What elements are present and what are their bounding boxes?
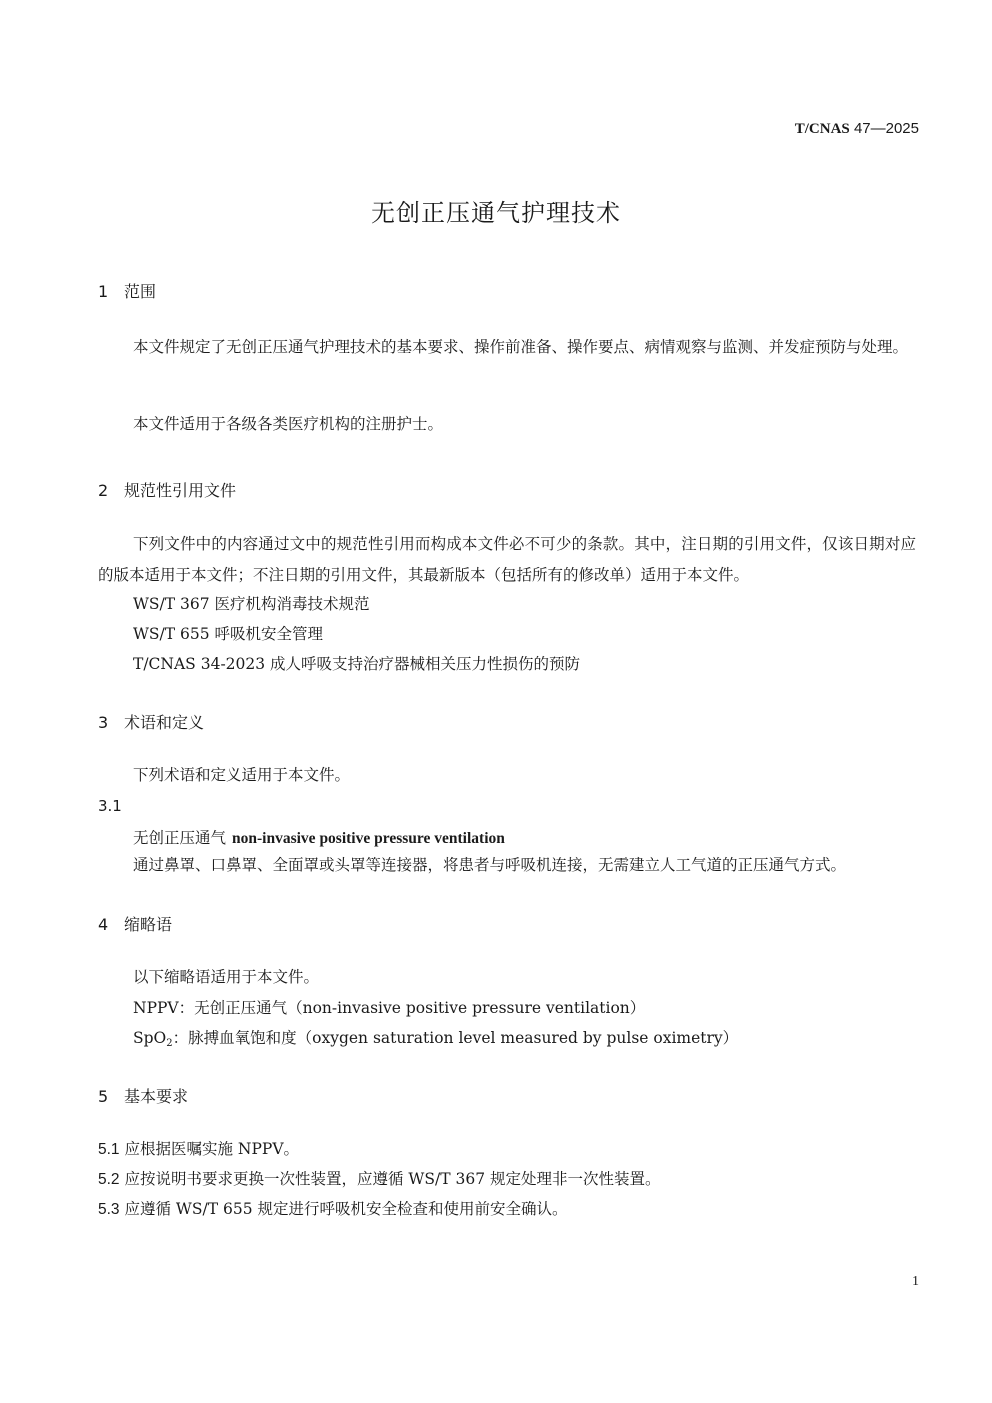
section-number: 5 xyxy=(98,1087,109,1106)
scope-applicability: 本文件适用于各级各类医疗机构的注册护士。 xyxy=(133,415,444,433)
requirement-item xyxy=(98,1164,660,1195)
section-title: 规范性引用文件 xyxy=(124,481,237,500)
section-title: 缩略语 xyxy=(124,915,173,934)
document-title: 无创正压通气护理技术 xyxy=(371,199,621,227)
item-text: 应按说明书要求更换一次性装置，应遵循 WS/T 367 规定处理非一次性装置。 xyxy=(124,1170,661,1188)
section-4-heading xyxy=(98,912,172,935)
reference-item: T/CNAS 34-2023 成人呼吸支持治疗器械相关压力性损伤的预防 xyxy=(133,655,581,673)
abbr-spo: SpO xyxy=(133,1029,167,1047)
section-2-heading xyxy=(98,478,236,501)
term-english: non-invasive positive pressure ventilation xyxy=(232,830,505,847)
term-definition: 通过鼻罩、口鼻罩、全面罩或头罩等连接器，将患者与呼吸机连接，无需建立人工气道的正压通气方式。 xyxy=(133,856,847,874)
term-number: 3.1 xyxy=(98,797,122,815)
item-text: 应根据医嘱实施 NPPV。 xyxy=(124,1140,300,1158)
item-number: 5.2 xyxy=(98,1171,120,1188)
section-number: 4 xyxy=(98,915,109,934)
page-number: 1 xyxy=(912,1274,919,1289)
abbr-spo2-definition: ：脉搏血氧饱和度（oxygen saturation level measured by pulse oximetry） xyxy=(172,1029,739,1047)
terms-intro: 下列术语和定义适用于本文件。 xyxy=(133,766,351,784)
abbreviations-intro: 以下缩略语适用于本文件。 xyxy=(133,968,320,986)
term-chinese: 无创正压通气 xyxy=(133,829,227,847)
section-number: 2 xyxy=(98,481,109,500)
section-number: 1 xyxy=(98,282,109,301)
item-number: 5.3 xyxy=(98,1201,120,1218)
section-5-heading xyxy=(98,1084,188,1107)
reference-item: WS/T 655 呼吸机安全管理 xyxy=(133,625,324,643)
abbreviation-nppv: NPPV：无创正压通气（non-invasive positive pressure ventilation） xyxy=(133,999,646,1017)
item-number: 5.1 xyxy=(98,1141,120,1158)
normative-references-paragraph: 下列文件中的内容通过文中的规范性引用而构成本文件必不可少的条款。其中，注日期的引用文件，仅该日期对应的版本适用于本文件；不注日期的引用文件，其最新版本（包括所有的修改单）适用于本文件。 xyxy=(98,535,916,584)
standard-number: 47—2025 xyxy=(853,120,919,137)
requirement-item xyxy=(98,1194,567,1225)
abbreviation-spo2 xyxy=(133,1023,738,1056)
requirement-item xyxy=(98,1134,299,1165)
section-number: 3 xyxy=(98,713,109,732)
item-text: 应遵循 WS/T 655 规定进行呼吸机安全检查和使用前安全确认。 xyxy=(124,1200,568,1218)
section-title: 术语和定义 xyxy=(124,713,205,732)
scope-paragraph: 本文件规定了无创正压通气护理技术的基本要求、操作前准备、操作要点、病情观察与监测、并发症预防与处理。 xyxy=(133,338,909,356)
section-1-heading xyxy=(98,279,156,302)
term-entry xyxy=(133,826,505,848)
abbr-subscript: 2 xyxy=(166,1038,173,1049)
reference-item: WS/T 367 医疗机构消毒技术规范 xyxy=(133,595,370,613)
section-title: 范围 xyxy=(124,282,157,301)
standard-prefix: T/CNAS xyxy=(794,121,850,137)
section-title: 基本要求 xyxy=(124,1087,189,1106)
standard-code xyxy=(795,120,919,138)
section-3-heading xyxy=(98,710,204,733)
